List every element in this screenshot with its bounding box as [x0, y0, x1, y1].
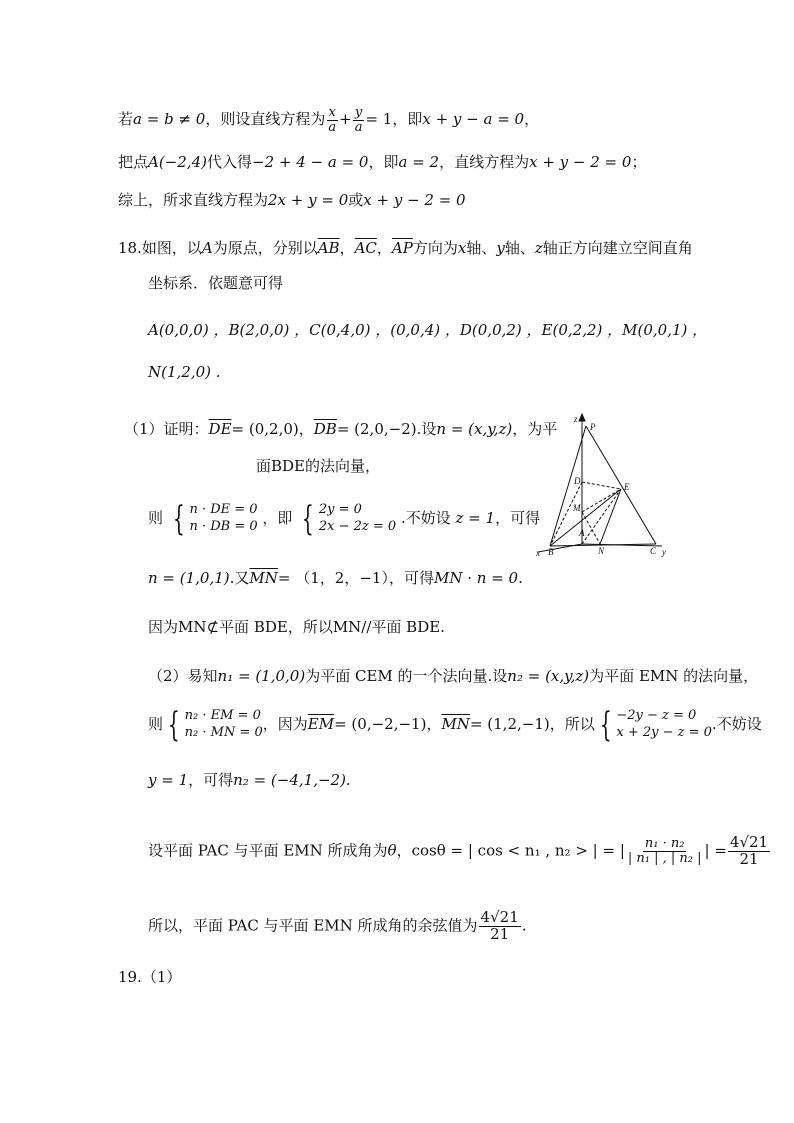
edge-me [582, 489, 621, 512]
vector-em: $\overline{EM}$ [307, 715, 335, 733]
text: ，可得 [495, 509, 541, 527]
numerator: 4√21 [729, 833, 769, 851]
text: .又 [229, 569, 250, 587]
text: 18.如图，以 [118, 239, 202, 257]
text: 所以，平面 PAC 与平面 EMN 所成角的余弦值为 [148, 916, 478, 935]
equation-system-4: { −2y − z = 0 x + 2y − z = 0 [599, 705, 712, 745]
text: 则 [148, 715, 164, 733]
text: ， [396, 841, 412, 860]
text: ， [298, 420, 314, 438]
denominator: a [328, 119, 337, 135]
denominator: a [354, 119, 363, 135]
line-17-1 [118, 106, 539, 134]
text: 若 [118, 110, 134, 129]
math-eq: = （1，2，−1） [277, 569, 389, 587]
label-m: M [573, 503, 581, 513]
text: ，所以 [549, 715, 595, 733]
text: .不妨设 [711, 715, 762, 733]
fraction-y-over-a [353, 106, 365, 134]
text: .不妨设 [400, 509, 451, 527]
math-eq: | = [704, 841, 727, 860]
math-condition: a = b ≠ 0 [133, 110, 206, 129]
geometry-figure [530, 412, 670, 557]
math-eq: = 1 [365, 110, 393, 129]
numerator: n₁ · n₂ [644, 836, 685, 852]
math-eq: = (0,−2,−1) [334, 715, 427, 733]
line-18-2-c [148, 771, 351, 790]
text: ，可得 [388, 569, 434, 587]
vector-db: $\overline{DB}$ [313, 420, 337, 438]
numerator: x [328, 105, 336, 120]
text: 代入得 [206, 153, 252, 171]
math-eq: −2 + 4 − a = 0 [252, 153, 369, 171]
numerator: 4√21 [480, 908, 519, 926]
system-row: 2y = 0 [318, 502, 362, 518]
text: ，可得 [188, 771, 234, 789]
edge-ae [582, 489, 621, 544]
math-eq: 2x + y = 0 [268, 191, 349, 209]
text: 把点 [118, 153, 149, 171]
math-eq: = (2,0,−2) [336, 420, 417, 438]
axis-x: x [457, 239, 467, 257]
text: ， [524, 110, 540, 129]
label-c: C [650, 546, 657, 556]
line-18-1-b: 面BDE的法向量， [256, 457, 380, 475]
text: ； [631, 153, 647, 171]
text: 轴正方向建立空间直角 [542, 239, 693, 257]
text: 设平面 PAC 与平面 EMN 所成角为 [148, 841, 388, 860]
axis-y: y [496, 239, 505, 257]
text: 为原点，分别以 [212, 239, 318, 257]
system-row: x + 2y − z = 0 [616, 725, 712, 740]
vector-mn: $\overline{MN}$ [441, 715, 470, 733]
text: ，因为 [262, 715, 308, 733]
text: （1）证明： [124, 420, 209, 438]
denominator: 21 [490, 924, 510, 943]
coordinates-line-1: A(0,0,0) ，B(2,0,0) ，C(0,4,0) ，(0,0,4) ，D(0,0,2) ，E(0,2,2) ，M(0,0,1) ， [148, 321, 708, 339]
math-eq: a = 2 [398, 153, 440, 171]
text: 或 [348, 191, 364, 209]
line-18-2-a [148, 667, 758, 686]
line-18-1-d [148, 569, 523, 588]
math-eq: y = 1 [148, 771, 189, 789]
math-eq: cosθ = | cos < n₁ , n₂ > | = | [411, 841, 625, 860]
text: . [518, 569, 523, 587]
label-y: y [662, 547, 666, 557]
system-row: n₂ · EM = 0 [184, 708, 261, 724]
text: 则 [148, 509, 164, 527]
math-eq: n = (x,y,z) [436, 420, 513, 438]
label-z: z [574, 414, 578, 424]
fraction-cos [626, 837, 704, 865]
math-eq: n₂ = (x,y,z) [507, 667, 590, 685]
fraction-answer [479, 910, 521, 943]
text: ，即 [392, 110, 423, 129]
line-18-2-final [148, 910, 527, 943]
text: 轴、 [466, 239, 497, 257]
text: .设 [416, 420, 437, 438]
numerator: y [354, 105, 363, 120]
system-row: n · DB = 0 [189, 519, 258, 534]
math-eq: x + y − 2 = 0 [363, 191, 466, 209]
math-eq: n₁ = (1,0,0) [217, 667, 306, 685]
text: ， [376, 239, 392, 257]
text: . [521, 916, 527, 935]
denominator: 21 [739, 849, 759, 868]
math-eq: = (0,2,0) [231, 420, 299, 438]
line-18-1-conclusion: 因为MN⊄平面 BDE，所以MN//平面 BDE. [148, 618, 445, 636]
math-eq: = (1,2,−1) [469, 715, 550, 733]
label-a: A [579, 528, 585, 538]
line-18-1-c [148, 499, 541, 539]
text: ， [426, 715, 442, 733]
edge-de [582, 482, 621, 489]
label-b: B [548, 547, 554, 557]
text: ，即 [368, 153, 399, 171]
line-17-2 [118, 153, 646, 172]
label-e: E [624, 482, 630, 492]
line-17-3 [118, 191, 466, 210]
equation-system-3: { n₂ · EM = 0 n₂ · MN = 0 [167, 705, 263, 745]
equation-system-1: { n · DE = 0 n · DB = 0 [172, 499, 258, 539]
line-18-intro [118, 239, 693, 258]
vector-mn: $\overline{MN}$ [249, 569, 278, 587]
line-18-2-b [148, 705, 762, 745]
line-18-2-angle [148, 835, 771, 868]
system-row: n₂ · MN = 0 [184, 725, 263, 740]
math-eq: n₂ = (−4,1,−2). [233, 771, 351, 789]
line-18-1-a [124, 420, 557, 439]
system-row: 2x − 2z = 0 [318, 519, 397, 534]
fraction-answer [728, 835, 770, 868]
text: 综上，所求直线方程为 [118, 191, 269, 209]
equation-system-2: { 2y = 0 2x − 2z = 0 [302, 499, 397, 539]
plus: + [339, 110, 352, 129]
edge-pc [586, 426, 656, 544]
text: ， [339, 239, 355, 257]
vector-ab: $\overline{AB}$ [317, 239, 340, 257]
problem-19-label: 19.（1） [118, 968, 182, 986]
label-p: P [590, 422, 596, 432]
system-row: −2y − z = 0 [616, 708, 697, 724]
math-eq: x + y − a = 0 [422, 110, 525, 129]
line-18-intro-2: 坐标系．依题意可得 [148, 274, 284, 292]
text: 为平面 CEM 的一个法向量.设 [305, 667, 508, 685]
text: ，直线方程为 [439, 153, 530, 171]
label-x: x [536, 548, 540, 557]
math-eq: x + y − 2 = 0 [529, 153, 632, 171]
vector-ap: $\overline{AP}$ [391, 239, 413, 257]
z-axis-arrow [579, 414, 585, 421]
text: 为平面 EMN 的法向量， [589, 667, 759, 685]
coordinates-line-2: N(1,2,0) . [148, 363, 221, 381]
text: ，即 [262, 509, 293, 527]
math-point: A(−2,4) [148, 153, 207, 171]
text: ，为平 [512, 420, 558, 438]
system-row: n · DE = 0 [189, 502, 258, 518]
math-eq: MN · n = 0 [433, 569, 519, 587]
math-theta: θ [387, 841, 397, 860]
text: ，则设直线方程为 [205, 110, 326, 129]
math-point: A [201, 239, 213, 257]
label-d: D [574, 476, 581, 486]
vector-de: $\overline{DE}$ [208, 420, 232, 438]
axis-z: z [534, 239, 543, 257]
denominator: | n₁ | , | n₂ | [627, 850, 702, 866]
math-eq: z = 1 [455, 509, 496, 527]
label-n: N [598, 546, 605, 556]
vector-ac: $\overline{AC}$ [354, 239, 377, 257]
fraction-x-over-a [326, 106, 338, 134]
text: （2）易知 [148, 667, 218, 685]
math-eq: n = (1,0,1) [148, 569, 230, 587]
edge-mn [582, 512, 600, 544]
text: 轴、 [504, 239, 535, 257]
text: 方向为 [412, 239, 458, 257]
